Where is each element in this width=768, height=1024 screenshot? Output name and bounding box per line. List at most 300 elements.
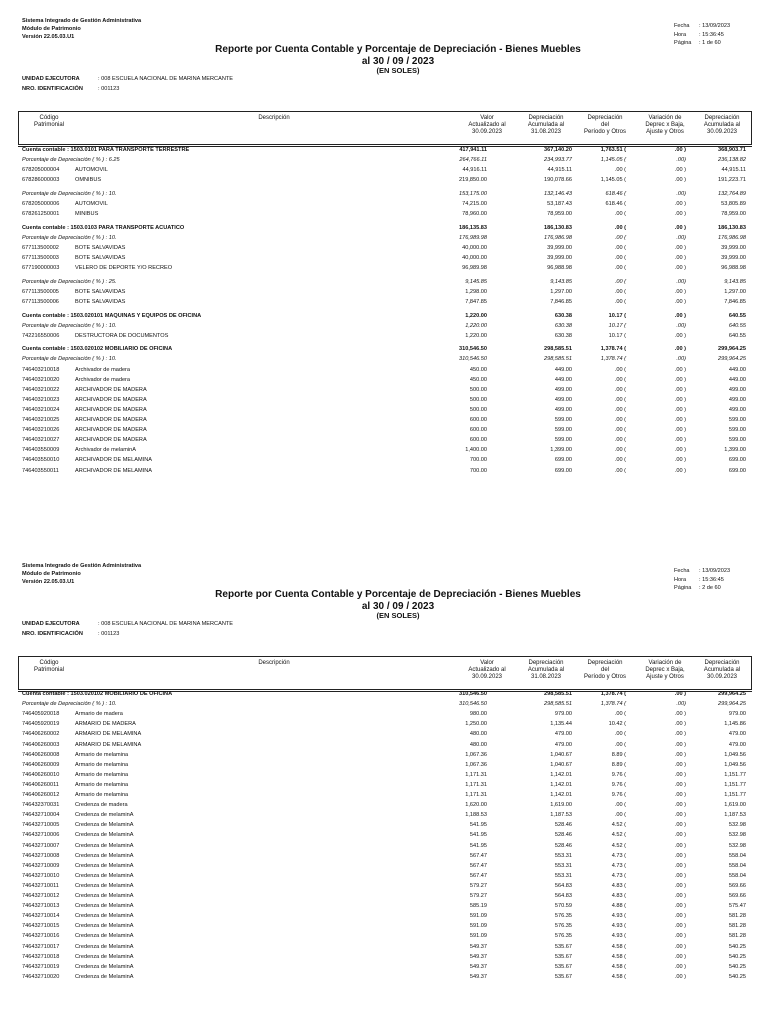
descripcion-cell: MINIBUS bbox=[75, 211, 99, 218]
dep-acum-final-cell: 479.00 bbox=[728, 731, 746, 738]
table-row bbox=[0, 165, 768, 175]
valor-cell: 549.37 bbox=[469, 953, 487, 960]
table-row bbox=[0, 760, 768, 770]
variacion-cell: .00 ) bbox=[674, 933, 686, 940]
descripcion-cell: Credenza de MelaminA bbox=[75, 862, 134, 869]
valor-cell: 579.27 bbox=[469, 893, 487, 899]
table-row bbox=[0, 175, 768, 185]
dep-acum-final-cell: 569.66 bbox=[728, 893, 746, 899]
valor-cell: 1,067.36 bbox=[465, 751, 487, 758]
dep-periodo-cell: .00 ( bbox=[614, 731, 626, 738]
codigo-cell: 742216550006 bbox=[22, 332, 60, 339]
dep-periodo-cell: 4.52 ( bbox=[611, 822, 626, 829]
dep-periodo-cell: .00 ( bbox=[614, 396, 626, 403]
variacion-cell: .00 ) bbox=[674, 872, 686, 879]
dep-periodo-cell: 4.83 ( bbox=[611, 882, 626, 889]
variacion-cell: .00 ) bbox=[674, 731, 686, 738]
dep-periodo-cell: 10.17 ( bbox=[608, 322, 626, 329]
descripcion-cell: ARCHIVADOR DE MADERA bbox=[75, 406, 147, 413]
dep-periodo-cell: .00 ( bbox=[614, 711, 626, 718]
unit-info bbox=[22, 619, 233, 639]
table-row bbox=[0, 962, 768, 972]
dep-periodo-cell: 4.58 ( bbox=[611, 953, 626, 960]
dep-acum-cell: 186,130.83 bbox=[544, 224, 572, 231]
variacion-cell: .00) bbox=[676, 356, 686, 363]
variacion-cell: .00 ) bbox=[674, 437, 686, 444]
codigo-cell: 746432710007 bbox=[22, 842, 60, 849]
account-label: Cuenta contable : 1503.020102 MOBILIARIO DE OFICINA bbox=[22, 691, 173, 697]
descripcion-cell: Credenza de MelaminA bbox=[75, 953, 134, 960]
dep-acum-cell: 9,143.85 bbox=[550, 278, 572, 285]
table-row bbox=[0, 243, 768, 253]
valor-cell: 1,067.36 bbox=[465, 761, 487, 768]
dep-periodo-cell: .00 ( bbox=[614, 234, 626, 241]
col-dep-periodo: Depreciación del Período y Otros bbox=[583, 660, 627, 681]
variacion-cell: .00 ) bbox=[674, 201, 686, 207]
dep-acum-final-cell: 540.25 bbox=[728, 953, 746, 960]
percentage-label: Porcentaje de Depreciación ( % ) : 10. bbox=[22, 322, 117, 329]
dep-acum-final-cell: 1,297.00 bbox=[724, 288, 746, 295]
col-codigo: Código Patrimonial bbox=[33, 660, 64, 674]
table-row bbox=[0, 435, 768, 445]
codigo-cell: 746432710014 bbox=[22, 913, 60, 920]
pagina-value: : 2 de 60 bbox=[699, 585, 721, 591]
table-row bbox=[0, 199, 768, 209]
dep-acum-final-cell: 640.55 bbox=[728, 312, 746, 319]
dep-acum-cell: 449.00 bbox=[554, 366, 572, 373]
variacion-cell: .00 ) bbox=[674, 812, 686, 819]
percentage-label: Porcentaje de Depreciación ( % ) : 10. bbox=[22, 234, 117, 241]
valor-cell: 310,546.50 bbox=[459, 356, 487, 363]
variacion-cell: .00 ) bbox=[674, 147, 686, 153]
descripcion-cell: Credenza de MelaminA bbox=[75, 822, 134, 829]
report-title bbox=[170, 589, 626, 612]
dep-periodo-cell: 4.73 ( bbox=[611, 862, 626, 869]
codigo-cell: 746403550009 bbox=[22, 447, 60, 454]
valor-cell: 500.00 bbox=[469, 386, 487, 393]
dep-acum-final-cell: 599.00 bbox=[728, 417, 746, 423]
dep-periodo-cell: .00 ( bbox=[614, 366, 626, 373]
valor-cell: 600.00 bbox=[469, 437, 487, 444]
codigo-cell: 746432710020 bbox=[22, 973, 60, 980]
table-row bbox=[0, 263, 768, 273]
fecha-value: : 13/09/2023 bbox=[699, 568, 731, 574]
hora-value: : 15:36:45 bbox=[699, 31, 724, 38]
dep-periodo-cell: .00 ( bbox=[614, 427, 626, 434]
dep-acum-cell: 699.00 bbox=[554, 457, 572, 464]
dep-acum-final-cell: 499.00 bbox=[728, 396, 746, 403]
variacion-cell: .00 ) bbox=[674, 288, 686, 295]
dep-acum-final-cell: 299,964.25 bbox=[718, 356, 746, 363]
dep-acum-final-cell: 53,805.89 bbox=[721, 201, 746, 207]
codigo-cell: 746432710016 bbox=[22, 933, 60, 940]
variacion-cell: .00 ) bbox=[674, 346, 686, 353]
dep-acum-final-cell: 532.98 bbox=[728, 842, 746, 849]
dep-periodo-cell: .00 ( bbox=[614, 467, 626, 474]
table-row bbox=[0, 209, 768, 219]
table-row bbox=[0, 931, 768, 941]
dep-periodo-cell: 618.46 ( bbox=[605, 190, 626, 197]
currency-label: (EN SOLES) bbox=[376, 66, 420, 75]
valor-cell: 1,171.31 bbox=[465, 771, 487, 778]
descripcion-cell: Armario de melamina bbox=[75, 771, 129, 778]
valor-cell: 549.37 bbox=[469, 973, 487, 980]
variacion-cell: .00) bbox=[676, 322, 686, 329]
valor-cell: 541.95 bbox=[469, 832, 487, 839]
dep-acum-final-cell: 540.25 bbox=[728, 973, 746, 980]
dep-acum-final-cell: 979.00 bbox=[728, 711, 746, 718]
dep-acum-final-cell: 39,999.00 bbox=[721, 244, 746, 251]
valor-cell: 541.95 bbox=[469, 822, 487, 829]
dep-acum-cell: 564.83 bbox=[554, 882, 572, 889]
nro-value: : 001123 bbox=[98, 631, 120, 637]
dep-acum-cell: 1,399.00 bbox=[550, 447, 572, 454]
codigo-cell: 746432710013 bbox=[22, 903, 60, 910]
codigo-cell: 746405920019 bbox=[22, 721, 60, 728]
descripcion-cell: Armario de melamina bbox=[75, 761, 129, 768]
variacion-cell: .00 ) bbox=[674, 467, 686, 474]
report-title bbox=[170, 44, 626, 67]
dep-periodo-cell: .00 ( bbox=[614, 255, 626, 261]
dep-acum-final-cell: 78,959.00 bbox=[721, 211, 746, 218]
table-row bbox=[0, 719, 768, 729]
valor-cell: 40,000.00 bbox=[462, 255, 487, 261]
dep-periodo-cell: 1,763.51 ( bbox=[600, 147, 626, 153]
valor-cell: 567.47 bbox=[469, 852, 487, 859]
valor-cell: 500.00 bbox=[469, 396, 487, 403]
account-label: Cuenta contable : 1503.0103 PARA TRANSPORTE ACUATICO bbox=[22, 224, 185, 231]
descripcion-cell: OMNIBUS bbox=[75, 177, 102, 184]
dep-acum-final-cell: 699.00 bbox=[728, 457, 746, 464]
dep-acum-final-cell: 1,151.77 bbox=[724, 771, 746, 778]
variacion-cell: .00 ) bbox=[674, 332, 686, 339]
dep-periodo-cell: .00 ( bbox=[614, 288, 626, 295]
dep-periodo-cell: 4.93 ( bbox=[611, 933, 626, 940]
col-dep-acum: Depreciación Acumulada al 31.08.2023 bbox=[527, 660, 565, 681]
codigo-cell: 678261250001 bbox=[22, 211, 60, 218]
report-page-2 bbox=[0, 545, 768, 1024]
descripcion-cell: Credenza de MelaminA bbox=[75, 913, 134, 920]
codigo-cell: 746432710015 bbox=[22, 923, 60, 930]
dep-periodo-cell: .00 ( bbox=[614, 457, 626, 464]
codigo-cell: 746406260010 bbox=[22, 771, 60, 778]
account-row bbox=[0, 311, 768, 321]
dep-acum-final-cell: 299,964.25 bbox=[718, 691, 746, 697]
descripcion-cell: Credenza de MelaminA bbox=[75, 933, 134, 940]
variacion-cell: .00) bbox=[676, 278, 686, 285]
codigo-cell: 746403210023 bbox=[22, 396, 60, 403]
dep-acum-cell: 499.00 bbox=[554, 386, 572, 393]
col-dep-acum-final: Depreciación Acumulada al 30.09.2023 bbox=[703, 115, 741, 136]
dep-acum-cell: 553.31 bbox=[554, 862, 572, 869]
dep-acum-final-cell: 499.00 bbox=[728, 386, 746, 393]
codigo-cell: 746432710012 bbox=[22, 893, 60, 899]
percentage-row bbox=[0, 699, 768, 709]
dep-periodo-cell: .00 ( bbox=[614, 278, 626, 285]
codigo-cell: 746432710017 bbox=[22, 943, 60, 950]
dep-acum-cell: 979.00 bbox=[554, 711, 572, 718]
unit-info bbox=[22, 74, 233, 94]
dep-periodo-cell: .00 ( bbox=[614, 376, 626, 383]
descripcion-cell: ARCHIVADOR DE MADERA bbox=[75, 427, 147, 434]
table-row bbox=[0, 466, 768, 476]
codigo-cell: 746403210018 bbox=[22, 366, 60, 373]
codigo-cell: 677113500003 bbox=[22, 255, 59, 261]
dep-acum-final-cell: 581.28 bbox=[728, 923, 746, 930]
account-label: Cuenta contable : 1503.020102 MOBILIARIO DE OFICINA bbox=[22, 346, 173, 353]
dep-periodo-cell: .00 ( bbox=[614, 417, 626, 423]
descripcion-cell: ARCHIVADOR DE MELAMINA bbox=[75, 467, 152, 474]
table-row bbox=[0, 770, 768, 780]
codigo-cell: 746432710018 bbox=[22, 953, 60, 960]
dep-acum-final-cell: 599.00 bbox=[728, 437, 746, 444]
dep-acum-cell: 449.00 bbox=[554, 376, 572, 383]
valor-cell: 310,546.50 bbox=[459, 701, 487, 708]
variacion-cell: .00 ) bbox=[674, 396, 686, 403]
dep-acum-cell: 630.38 bbox=[554, 332, 572, 339]
percentage-row bbox=[0, 233, 768, 243]
version-label: Versión 22.05.03.U1 bbox=[22, 34, 75, 40]
dep-acum-cell: 599.00 bbox=[554, 437, 572, 444]
dep-acum-final-cell: 569.66 bbox=[728, 882, 746, 889]
variacion-cell: .00 ) bbox=[674, 427, 686, 434]
dep-acum-cell: 630.38 bbox=[554, 312, 572, 319]
variacion-cell: .00 ) bbox=[674, 721, 686, 728]
dep-acum-cell: 553.31 bbox=[554, 872, 572, 879]
col-dep-acum: Depreciación Acumulada al 31.08.2023 bbox=[527, 115, 565, 136]
descripcion-cell: BOTE SALVAVIDAS bbox=[75, 298, 126, 305]
dep-acum-cell: 298,585.51 bbox=[544, 691, 572, 697]
nro-label: NRO. IDENTIFICACIÓN bbox=[22, 631, 83, 637]
valor-cell: 541.95 bbox=[469, 842, 487, 849]
dep-periodo-cell: .00 ( bbox=[614, 244, 626, 251]
dep-acum-cell: 39,999.00 bbox=[547, 244, 572, 251]
valor-cell: 9,145.85 bbox=[465, 278, 487, 285]
codigo-cell: 746432370031 bbox=[22, 802, 60, 809]
table-row bbox=[0, 881, 768, 891]
table-row bbox=[0, 425, 768, 435]
dep-acum-final-cell: 236,138.82 bbox=[718, 157, 746, 164]
valor-cell: 579.27 bbox=[469, 882, 487, 889]
dep-periodo-cell: 4.73 ( bbox=[611, 872, 626, 879]
variacion-cell: .00 ) bbox=[674, 417, 686, 423]
variacion-cell: .00 ) bbox=[674, 167, 686, 174]
descripcion-cell: Credenza de madera bbox=[75, 802, 128, 809]
report-title-text: Reporte por Cuenta Contable y Porcentaje de Depreciación - Bienes Muebles bbox=[215, 589, 581, 600]
col-codigo: Código Patrimonial bbox=[33, 115, 64, 129]
variacion-cell: .00 ) bbox=[674, 265, 686, 272]
table-row bbox=[0, 365, 768, 375]
dep-acum-final-cell: 449.00 bbox=[728, 366, 746, 373]
descripcion-cell: Archivador de madera bbox=[75, 366, 131, 373]
descripcion-cell: Credenza de MelaminA bbox=[75, 923, 134, 930]
codigo-cell: 746403210027 bbox=[22, 437, 60, 444]
dep-acum-final-cell: 640.55 bbox=[728, 332, 746, 339]
account-row bbox=[0, 145, 768, 155]
descripcion-cell: ARMARIO DE MADERA bbox=[75, 721, 136, 728]
table-row bbox=[0, 830, 768, 840]
valor-cell: 44,916.11 bbox=[462, 167, 487, 174]
codigo-cell: 746406260012 bbox=[22, 792, 60, 798]
table-row bbox=[0, 750, 768, 760]
dep-periodo-cell: 4.93 ( bbox=[611, 913, 626, 920]
descripcion-cell: Credenza de MelaminA bbox=[75, 842, 134, 849]
col-dep-periodo: Depreciación del Período y Otros bbox=[583, 115, 627, 136]
dep-acum-cell: 1,040.67 bbox=[550, 751, 572, 758]
valor-cell: 1,171.31 bbox=[465, 792, 487, 798]
dep-acum-cell: 367,140.20 bbox=[544, 147, 572, 153]
hora-value: : 15:36:45 bbox=[699, 576, 724, 583]
dep-periodo-cell: .00 ( bbox=[614, 437, 626, 444]
dep-acum-final-cell: 1,049.56 bbox=[724, 761, 746, 768]
dep-acum-final-cell: 558.04 bbox=[728, 852, 746, 859]
table-row bbox=[0, 921, 768, 931]
dep-acum-cell: 630.38 bbox=[554, 322, 572, 329]
descripcion-cell: DESTRUCTORA DE DOCUMENTOS bbox=[75, 332, 169, 339]
dep-periodo-cell: .00 ( bbox=[614, 167, 626, 174]
account-label: Cuenta contable : 1503.0101 PARA TRANSPORTE TERRESTRE bbox=[22, 147, 190, 153]
descripcion-cell: Credenza de MelaminA bbox=[75, 852, 134, 859]
dep-periodo-cell: 4.58 ( bbox=[611, 943, 626, 950]
variacion-cell: .00 ) bbox=[674, 386, 686, 393]
valor-cell: 96,989.98 bbox=[462, 265, 487, 272]
codigo-cell: 746432710005 bbox=[22, 822, 60, 829]
dep-acum-final-cell: 540.25 bbox=[728, 943, 746, 950]
dep-acum-cell: 535.67 bbox=[554, 953, 572, 960]
valor-cell: 7,847.85 bbox=[465, 298, 487, 305]
dep-acum-cell: 190,078.66 bbox=[544, 177, 572, 184]
dep-acum-final-cell: 479.00 bbox=[728, 741, 746, 748]
valor-cell: 450.00 bbox=[469, 366, 487, 373]
valor-cell: 450.00 bbox=[469, 376, 487, 383]
percentage-label: Porcentaje de Depreciación ( % ) : 25. bbox=[22, 278, 117, 285]
variacion-cell: .00 ) bbox=[674, 893, 686, 899]
dep-periodo-cell: .00 ( bbox=[614, 812, 626, 819]
table-row bbox=[0, 405, 768, 415]
codigo-cell: 746406260008 bbox=[22, 751, 60, 758]
variacion-cell: .00 ) bbox=[674, 953, 686, 960]
dep-acum-cell: 298,585.51 bbox=[544, 701, 572, 708]
table-row bbox=[0, 871, 768, 881]
variacion-cell: .00 ) bbox=[674, 943, 686, 950]
dep-periodo-cell: .00 ( bbox=[614, 447, 626, 454]
valor-cell: 980.00 bbox=[469, 711, 487, 718]
dep-periodo-cell: .00 ( bbox=[614, 298, 626, 305]
dep-periodo-cell: 1,378.74 ( bbox=[600, 701, 626, 708]
dep-acum-final-cell: 449.00 bbox=[728, 376, 746, 383]
col-descripcion: Descripción bbox=[258, 660, 290, 666]
dep-acum-final-cell: 640.55 bbox=[728, 322, 746, 329]
variacion-cell: .00 ) bbox=[674, 882, 686, 889]
codigo-cell: 746432710008 bbox=[22, 852, 60, 859]
system-header bbox=[22, 17, 141, 41]
descripcion-cell: ARCHIVADOR DE MELAMINA bbox=[75, 457, 152, 464]
module-name: Módulo de Patrimonio bbox=[22, 26, 81, 32]
descripcion-cell: Credenza de MelaminA bbox=[75, 893, 134, 899]
codigo-cell: 746432710019 bbox=[22, 963, 60, 970]
unidad-label: UNIDAD EJECUTORA bbox=[22, 621, 80, 627]
dep-acum-final-cell: 581.28 bbox=[728, 913, 746, 920]
dep-acum-final-cell: 1,151.77 bbox=[724, 781, 746, 788]
variacion-cell: .00 ) bbox=[674, 822, 686, 829]
unidad-label: UNIDAD EJECUTORA bbox=[22, 76, 80, 82]
valor-cell: 1,188.53 bbox=[465, 812, 487, 819]
codigo-cell: 677113500006 bbox=[22, 298, 59, 305]
percentage-label: Porcentaje de Depreciación ( % ) : 6.25 bbox=[22, 157, 120, 164]
descripcion-cell: Armario de melamina bbox=[75, 781, 129, 788]
codigo-cell: 746432710011 bbox=[22, 882, 59, 889]
dep-acum-final-cell: 1,145.86 bbox=[724, 721, 746, 728]
descripcion-cell: BOTE SALVAVIDAS bbox=[75, 288, 126, 295]
dep-periodo-cell: 1,378.74 ( bbox=[600, 346, 626, 353]
valor-cell: 567.47 bbox=[469, 862, 487, 869]
dep-periodo-cell: 4.58 ( bbox=[611, 963, 626, 970]
report-title-text: Reporte por Cuenta Contable y Porcentaje de Depreciación - Bienes Muebles bbox=[215, 44, 581, 55]
account-row bbox=[0, 689, 768, 699]
variacion-cell: .00 ) bbox=[674, 792, 686, 798]
codigo-cell: 746406260009 bbox=[22, 761, 60, 768]
dep-acum-cell: 176,986.98 bbox=[544, 234, 572, 241]
descripcion-cell: ARMARIO DE MELAMINA bbox=[75, 741, 142, 748]
table-row bbox=[0, 790, 768, 800]
variacion-cell: .00 ) bbox=[674, 711, 686, 718]
codigo-cell: 746406260002 bbox=[22, 731, 60, 738]
dep-acum-cell: 234,993.77 bbox=[544, 157, 572, 164]
variacion-cell: .00 ) bbox=[674, 802, 686, 809]
dep-acum-final-cell: 176,986.98 bbox=[718, 234, 746, 241]
variacion-cell: .00 ) bbox=[674, 751, 686, 758]
unidad-value: : 008 ESCUELA NACIONAL DE MARINA MERCANTE bbox=[98, 76, 234, 82]
dep-acum-final-cell: 699.00 bbox=[728, 467, 746, 474]
descripcion-cell: Credenza de MelaminA bbox=[75, 872, 134, 879]
codigo-cell: 746432710006 bbox=[22, 832, 60, 839]
unidad-value: : 008 ESCUELA NACIONAL DE MARINA MERCANTE bbox=[98, 621, 234, 627]
version-label: Versión 22.05.03.U1 bbox=[22, 579, 75, 585]
fecha-label: Fecha bbox=[674, 23, 690, 29]
variacion-cell: .00 ) bbox=[674, 255, 686, 261]
dep-periodo-cell: .00 ( bbox=[614, 386, 626, 393]
dep-acum-cell: 599.00 bbox=[554, 417, 572, 423]
dep-periodo-cell: 9.76 ( bbox=[611, 781, 626, 788]
codigo-cell: 746405920018 bbox=[22, 711, 60, 718]
dep-periodo-cell: 1,145.05 ( bbox=[600, 157, 626, 164]
dep-periodo-cell: .00 ( bbox=[614, 406, 626, 413]
variacion-cell: .00 ) bbox=[674, 244, 686, 251]
dep-acum-final-cell: 540.25 bbox=[728, 963, 746, 970]
table-row bbox=[0, 740, 768, 750]
dep-periodo-cell: 4.58 ( bbox=[611, 973, 626, 980]
dep-acum-final-cell: 558.04 bbox=[728, 862, 746, 869]
codigo-cell: 746432710004 bbox=[22, 812, 60, 819]
table-row bbox=[0, 891, 768, 901]
descripcion-cell: Armario de madera bbox=[75, 711, 123, 718]
dep-acum-cell: 1,135.44 bbox=[550, 721, 572, 728]
codigo-cell: 677113500002 bbox=[22, 244, 59, 251]
dep-acum-final-cell: 532.98 bbox=[728, 822, 746, 829]
dep-periodo-cell: .00 ( bbox=[614, 224, 626, 231]
codigo-cell: 746406260003 bbox=[22, 741, 60, 748]
codigo-cell: 746406260011 bbox=[22, 781, 59, 788]
dep-acum-cell: 528.46 bbox=[554, 832, 572, 839]
dep-acum-cell: 298,585.51 bbox=[544, 346, 572, 353]
variacion-cell: .00) bbox=[676, 190, 686, 197]
codigo-cell: 746403210022 bbox=[22, 386, 60, 393]
dep-acum-final-cell: 132,764.89 bbox=[718, 190, 746, 197]
variacion-cell: .00 ) bbox=[674, 761, 686, 768]
codigo-cell: 678286000003 bbox=[22, 177, 60, 184]
table-row bbox=[0, 911, 768, 921]
account-label: Cuenta contable : 1503.020101 MAQUINAS Y EQUIPOS DE OFICINA bbox=[22, 312, 202, 319]
